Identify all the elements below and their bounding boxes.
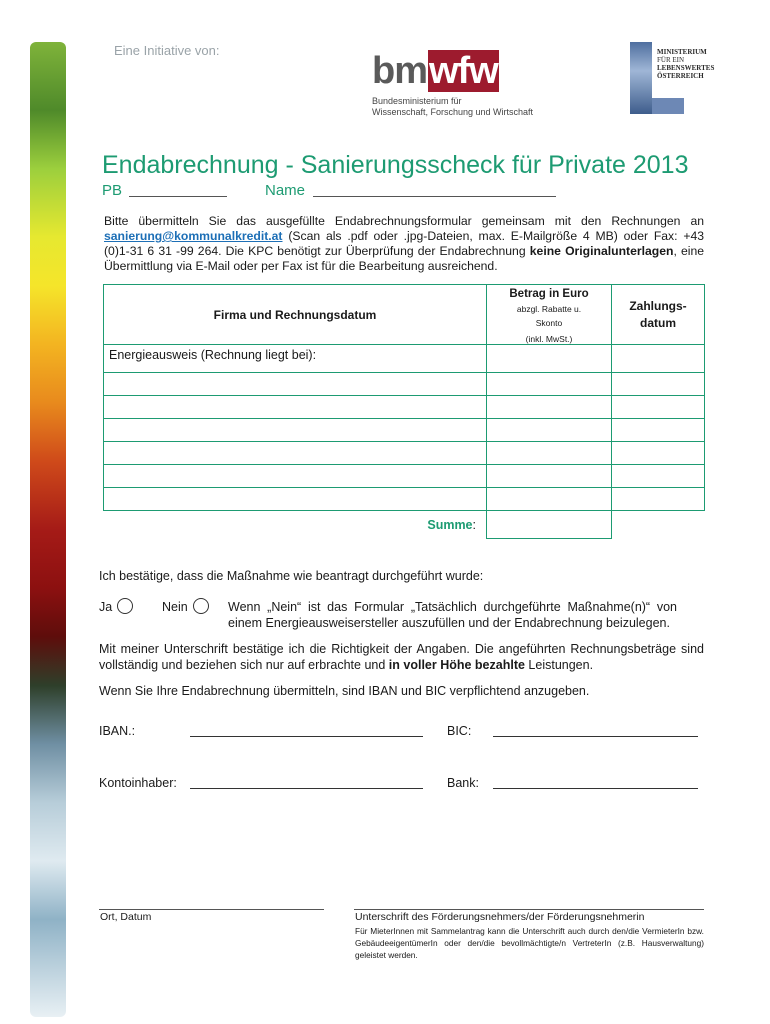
- signature-statement: [99, 641, 704, 673]
- nein-label: Nein: [162, 600, 188, 614]
- firma-cell[interactable]: [104, 373, 487, 396]
- page-title: Endabrechnung - Sanierungsscheck für Private 2013: [102, 151, 689, 179]
- bank-label: Bank:: [447, 776, 479, 790]
- datum-cell[interactable]: [612, 373, 705, 396]
- ministerium-logo: [630, 42, 718, 114]
- table-row: [104, 419, 705, 442]
- ministerium-logo-image: [630, 42, 652, 114]
- intro-text-1: Bitte übermitteln Sie das ausgefüllte Endabrechnungsformular gemeinsam mit den Rechnungen an: [104, 214, 704, 228]
- column-header-betrag: [487, 285, 612, 345]
- name-label: Name: [265, 182, 306, 199]
- signature-statement-a: Mit meiner Unterschrift bestätige ich die Richtigkeit der Angaben. Die angeführten Rechnungsbeträge sind vollständig und beziehen sich nur auf erbrachte und: [99, 642, 704, 672]
- datum-cell[interactable]: [612, 419, 705, 442]
- firma-cell[interactable]: [104, 396, 487, 419]
- iban-input[interactable]: [190, 735, 423, 737]
- unterschrift-field[interactable]: [354, 909, 704, 910]
- bank-input[interactable]: [493, 787, 698, 789]
- kontoinhaber-input[interactable]: [190, 787, 423, 789]
- zahlung-line1: Zahlungs-: [629, 298, 687, 313]
- table-row: [104, 373, 705, 396]
- summe-value-cell[interactable]: [487, 511, 612, 539]
- ministerium-logo-line1: MINISTERIUM: [657, 48, 707, 56]
- betrag-cell[interactable]: [487, 488, 612, 511]
- signature-statement-b: Leistungen.: [528, 658, 594, 672]
- email-link[interactable]: sanierung@kommunalkredit.at: [104, 229, 283, 243]
- summe-label: Summe: [427, 517, 473, 532]
- firma-cell[interactable]: [104, 419, 487, 442]
- bmwfw-logo-sub2: Wissenschaft, Forschung und Wirtschaft: [372, 107, 534, 117]
- kontoinhaber-label: Kontoinhaber:: [99, 776, 177, 790]
- name-field[interactable]: [313, 196, 556, 197]
- betrag-cell[interactable]: [487, 373, 612, 396]
- betrag-sub2: Skonto: [535, 318, 563, 328]
- betrag-cell[interactable]: [487, 419, 612, 442]
- iban-label: IBAN.:: [99, 724, 136, 738]
- betrag-title: Betrag in Euro: [509, 288, 589, 300]
- ort-datum-label: Ort, Datum: [100, 911, 152, 923]
- summe-label-cell: [104, 511, 487, 539]
- invoice-table: [103, 284, 705, 539]
- energieausweis-datum-cell[interactable]: [612, 345, 705, 373]
- initiative-label: Eine Initiative von:: [114, 43, 220, 58]
- nein-radio[interactable]: [193, 598, 209, 614]
- datum-cell[interactable]: [612, 396, 705, 419]
- bic-label: BIC:: [447, 724, 472, 738]
- nein-hint-line1: Wenn „Nein“ ist das Formular „Tatsächlich durchgeführte Maßnahme(n)“ von: [228, 600, 677, 614]
- betrag-cell[interactable]: [487, 465, 612, 488]
- ja-radio[interactable]: [117, 598, 133, 614]
- ja-label: Ja: [99, 600, 113, 614]
- pb-field[interactable]: [129, 196, 227, 197]
- energieausweis-betrag-cell[interactable]: [487, 345, 612, 373]
- betrag-sub1: abzgl. Rabatte u.: [516, 304, 582, 314]
- column-header-firma: Firma und Rechnungsdatum: [104, 285, 487, 345]
- ministerium-logo-line2: FÜR EIN: [657, 56, 685, 64]
- betrag-cell[interactable]: [487, 396, 612, 419]
- datum-cell[interactable]: [612, 488, 705, 511]
- pb-label: PB: [102, 182, 123, 199]
- firma-cell[interactable]: [104, 488, 487, 511]
- bic-input[interactable]: [493, 735, 698, 737]
- intro-text-3: , eine Übermittlung via E-Mail oder per Fax ist für die Bearbeitung ausreichend.: [104, 244, 705, 273]
- unterschrift-label: Unterschrift des Förderungsnehmers/der Förderungsnehmerin: [355, 911, 645, 923]
- firma-cell[interactable]: [104, 465, 487, 488]
- mieter-note: Für MieterInnen mit Sammelantrag kann die Unterschrift auch durch den/die VermieterIn bzw. GebäudeeigentümerIn oder den/die bevollmächtigte/n VertreterIn (z.B. Hausverwaltung) geleistet werden.: [355, 926, 704, 960]
- bmwfw-logo-bm: bm: [372, 50, 427, 92]
- datum-cell[interactable]: [612, 465, 705, 488]
- betrag-sub3: (inkl. MwSt.): [525, 334, 573, 344]
- zahlung-line2: datum: [640, 315, 676, 330]
- table-row: [104, 442, 705, 465]
- table-row: [104, 488, 705, 511]
- nein-hint-line2: einem Energieausweisersteller auszufüllen und der Endabrechnung beizulegen.: [228, 616, 670, 630]
- bmwfw-logo: [372, 52, 533, 118]
- ministerium-logo-line3: LEBENSWERTES: [657, 64, 715, 72]
- table-row: [104, 465, 705, 488]
- column-header-zahlungsdatum: [612, 285, 705, 345]
- intro-text-2: (Scan als .pdf oder .jpg-Dateien, max. E-Mailgröße 4 MB) oder Fax: +43 (0)1-31 6 31 -99 264. Die KPC benötigt zur Überprüfung der Endabrechnung: [104, 229, 705, 258]
- nein-hint: [228, 599, 677, 631]
- ort-datum-field[interactable]: [99, 909, 324, 910]
- intro-bold: keine Originalunterlagen: [529, 244, 674, 258]
- firma-cell[interactable]: [104, 442, 487, 465]
- iban-note: Wenn Sie Ihre Endabrechnung übermitteln, sind IBAN und BIC verpflichtend anzugeben.: [99, 684, 590, 698]
- ministerium-logo-bar: [652, 98, 684, 114]
- ministerium-logo-line4: ÖSTERREICH: [657, 72, 704, 80]
- confirm-question: Ich bestätige, dass die Maßnahme wie beantragt durchgeführt wurde:: [99, 569, 484, 583]
- datum-cell[interactable]: [612, 442, 705, 465]
- energieausweis-cell[interactable]: Energieausweis (Rechnung liegt bei):: [104, 345, 487, 373]
- signature-statement-bold: in voller Höhe bezahlte: [388, 658, 525, 672]
- betrag-cell[interactable]: [487, 442, 612, 465]
- summe-empty-cell: [612, 511, 705, 539]
- decorative-side-strip: [30, 42, 66, 1017]
- intro-paragraph: [104, 214, 704, 274]
- bmwfw-logo-wfw: wfw: [429, 50, 498, 92]
- bmwfw-logo-sub1: Bundesministerium für: [372, 96, 462, 106]
- table-row: [104, 396, 705, 419]
- summe-colon: :: [472, 517, 476, 532]
